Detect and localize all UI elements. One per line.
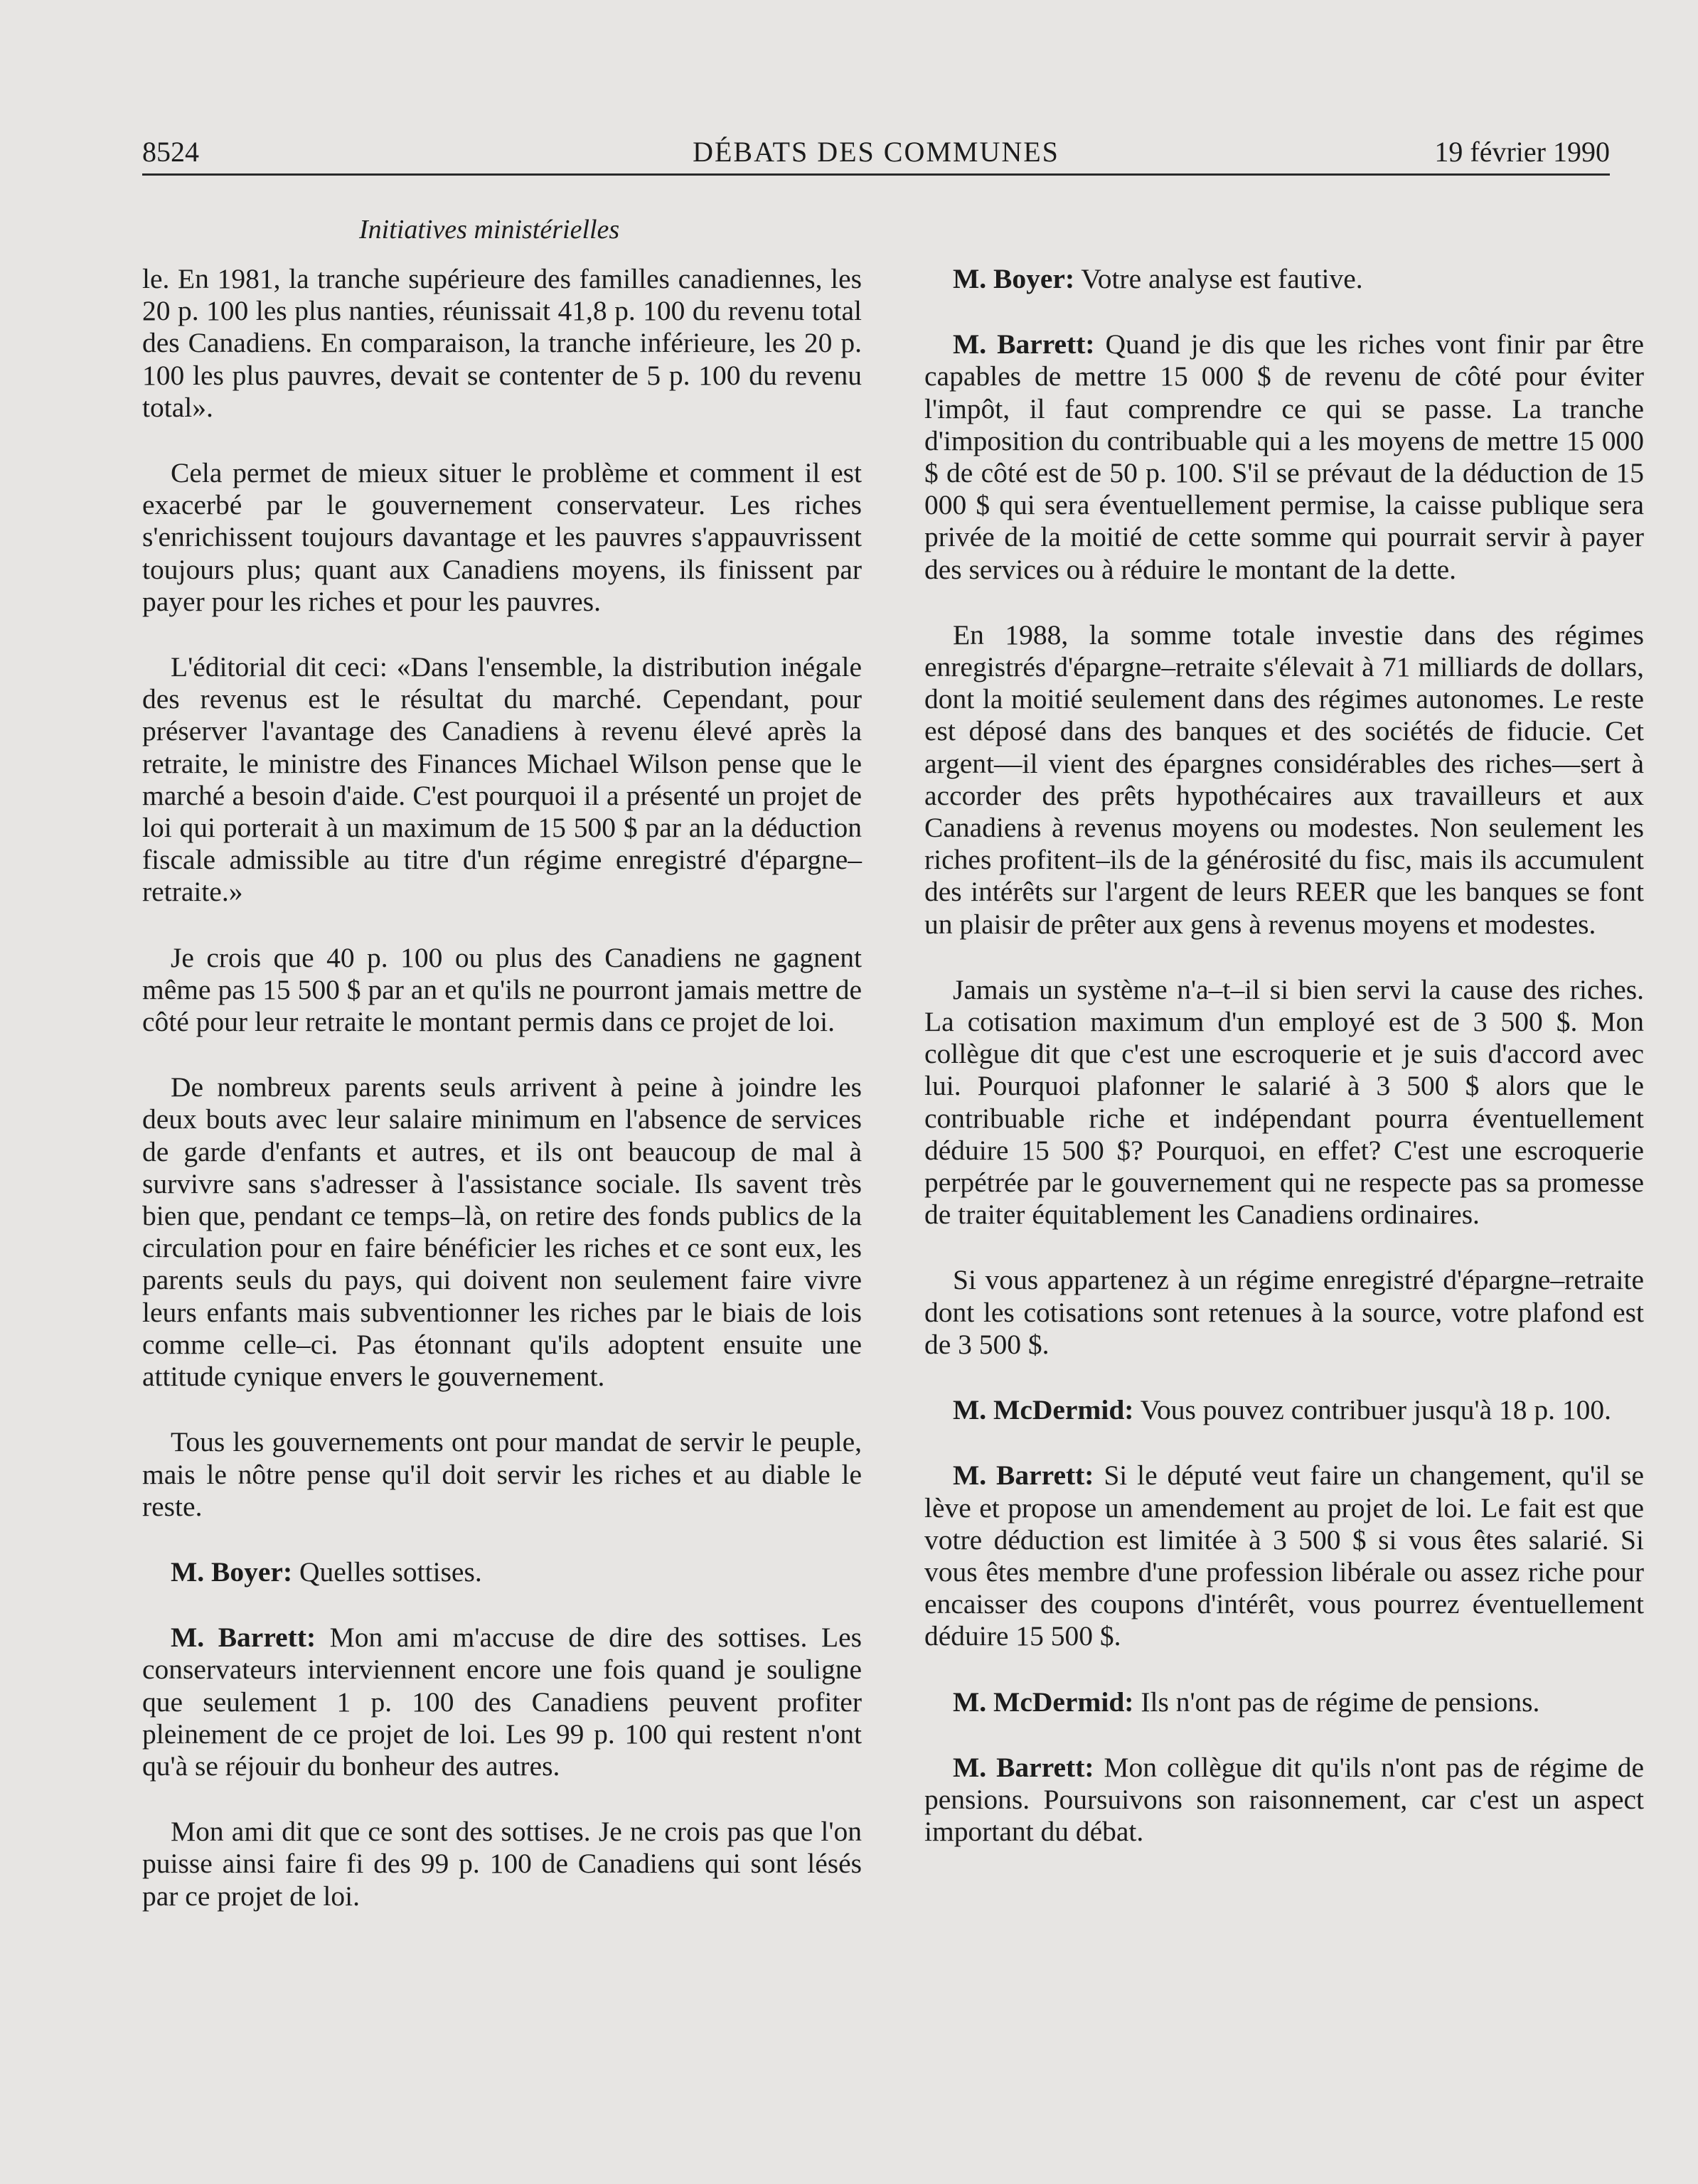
paragraph: De nombreux parents seuls arrivent à peine à joindre les deux bouts avec leur salaire minimum en l'absence de services de garde d'enfants et autres, et ils ont beaucoup de mal à survivre sans s'adresser à l'assistance sociale. Ils savent très bien que, pendant ce temps–là, on retire des fonds publics de la circulation pour en faire bénéficier les riches et ce sont eux, les parents seuls du pays, qui doivent non seulement faire vivre leurs enfants mais subventionner les riches par le biais de lois comme celle–ci. Pas étonnant qu'ils adoptent ensuite une attitude cynique envers le gouvernement. xyxy=(142,1071,862,1393)
section-label: Initiatives ministérielles xyxy=(359,215,620,245)
paragraph: le. En 1981, la tranche supérieure des familles canadiennes, les 20 p. 100 les plus nanties, réunissait 41,8 p. 100 du revenu total des Canadiens. En comparaison, la tranche inférieure, les 20 p. 100 les plus pauvres, devait se contenter de 5 p. 100 du revenu total». xyxy=(142,263,862,423)
paragraph: Tous les gouvernements ont pour mandat de servir le peuple, mais le nôtre pense qu'il doit servir les riches et au diable le reste. xyxy=(142,1426,862,1522)
paragraph: Cela permet de mieux situer le problème et comment il est exacerbé par le gouvernement conservateur. Les riches s'enrichissent toujours davantage et les pauvres s'appauvrissent toujours plus; quant aux Canadiens moyens, ils finissent par payer pour les riches et pour les pauvres. xyxy=(142,457,862,617)
speech-paragraph: M. Barrett: Si le député veut faire un changement, qu'il se lève et propose un amendement au projet de loi. Le fait est que votre déduction est limitée à 3 500 $ si vous êtes salarié. Si vous êtes membre d'une profession libérale ou assez riche pour encaisser des coupons d'intérêt, vous pourrez éventuellement déduire 15 500 $. xyxy=(924,1460,1644,1652)
speech-paragraph: M. Boyer: Votre analyse est fautive. xyxy=(953,263,1363,294)
speaker-name: M. Barrett: xyxy=(953,1751,1094,1783)
paragraph: L'éditorial dit ceci: «Dans l'ensemble, la distribution inégale des revenus est le résultat du marché. Cependant, pour préserver l'avantage des Canadiens à revenu élevé après la retraite, le ministre des Finances Michael Wilson pense que le marché a besoin d'aide. C'est pourquoi il a présenté un projet de loi qui porterait à un maximum de 15 500 $ par an la déduction fiscale admissible au titre d'un régime enregistré d'épargne–retraite.» xyxy=(142,651,862,908)
speech-paragraph: M. McDermid: Vous pouvez contribuer jusqu'à 18 p. 100. xyxy=(953,1394,1612,1426)
paragraph: En 1988, la somme totale investie dans des régimes enregistrés d'épargne–retraite s'élevait à 71 milliards de dollars, dont la moitié seulement dans des régimes autonomes. Le reste est déposé dans des banques et des sociétés de fiducie. Cet argent—il vient des épargnes considérables des riches—sert à accorder des prêts hypothécaires aux travailleurs et aux Canadiens à revenus moyens ou modestes. Non seulement les riches profitent–ils de la générosité du fisc, mais ils accumulent des intérêts sur l'argent de leurs REER que les banques se font un plaisir de prêter aux gens à revenus moyens et modestes. xyxy=(924,619,1644,940)
speech-paragraph: M. Barrett: Mon ami m'accuse de dire des sottises. Les conservateurs interviennent encore une fois quand je souligne que seulement 1 p. 100 des Canadiens peuvent profiter pleinement de ce projet de loi. Les 99 p. 100 qui restent n'ont qu'à se réjouir du bonheur des autres. xyxy=(142,1622,862,1782)
paragraph: Je crois que 40 p. 100 ou plus des Canadiens ne gagnent même pas 15 500 $ par an et qu'ils ne pourront jamais mettre de côté pour leur retraite le montant permis dans ce projet de loi. xyxy=(142,941,862,1038)
page-header xyxy=(142,132,1610,172)
speaker-name: M. McDermid: xyxy=(953,1394,1134,1426)
left-column xyxy=(142,263,862,1946)
journal-title: DÉBATS DES COMMUNES xyxy=(693,136,1059,168)
paragraph: Mon ami dit que ce sont des sottises. Je ne crois pas que l'on puisse ainsi faire fi des 99 p. 100 de Canadiens qui sont lésés par ce projet de loi. xyxy=(142,1816,862,1912)
speaker-name: M. Barrett: xyxy=(953,328,1095,360)
speech-paragraph: M. McDermid: Ils n'ont pas de régime de pensions. xyxy=(953,1686,1540,1718)
paragraph: Jamais un système n'a–t–il si bien servi la cause des riches. La cotisation maximum d'un employé est de 3 500 $. Mon collègue dit que c'est une escroquerie et je suis d'accord avec lui. Pourquoi plafonner le salarié à 3 500 $ alors que le contribuable riche et indépendant pourra éventuellement déduire 15 500 $? Pourquoi, en effet? C'est une escroquerie perpétrée par le gouvernement qui ne respecte pas sa promesse de traiter équitablement les Canadiens ordinaires. xyxy=(924,973,1644,1231)
speech-paragraph: M. Boyer: Quelles sottises. xyxy=(171,1556,482,1588)
header-rule xyxy=(142,173,1610,176)
issue-date: 19 février 1990 xyxy=(1434,136,1610,168)
speaker-name: M. Barrett: xyxy=(953,1460,1094,1492)
speech-paragraph: M. Barrett: Mon collègue dit qu'ils n'ont pas de régime de pensions. Poursuivons son raisonnement, car c'est un aspect important du débat. xyxy=(924,1751,1644,1848)
page-number: 8524 xyxy=(142,136,199,168)
speaker-name: M. Boyer: xyxy=(171,1556,293,1588)
speaker-name: M. McDermid: xyxy=(953,1686,1134,1718)
speaker-name: M. Barrett: xyxy=(171,1622,316,1654)
speech-paragraph: M. Barrett: Quand je dis que les riches vont finir par être capables de mettre 15 000 $ de revenu de côté pour éviter l'impôt, il faut comprendre ce qui se passe. La tranche d'imposition du contribuable qui a les moyens de mettre 15 000 $ de côté est de 50 p. 100. S'il se prévaut de la déduction de 15 000 $ qui sera éventuellement permise, la caisse publique sera privée de la moitié de cette somme qui pourrait servir à payer des services ou à réduire le montant de la dette. xyxy=(924,328,1644,585)
paragraph: Si vous appartenez à un régime enregistré d'épargne–retraite dont les cotisations sont retenues à la source, votre plafond est de 3 500 $. xyxy=(924,1264,1644,1360)
right-column xyxy=(924,263,1644,1881)
speaker-name: M. Boyer: xyxy=(953,263,1075,294)
